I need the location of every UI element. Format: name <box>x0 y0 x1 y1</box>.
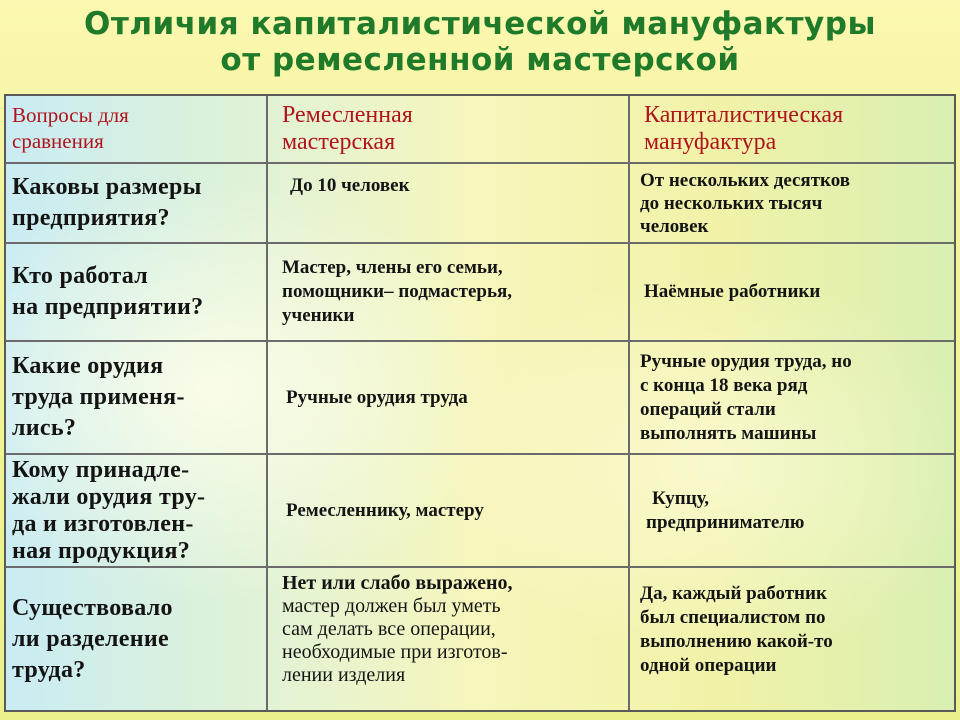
answer-line: Наёмные работники <box>644 281 821 302</box>
manufactory-size <box>630 164 954 244</box>
answer-line: Ремесленнику, мастеру <box>286 499 484 521</box>
header-manufactory-line: мануфактура <box>644 129 777 155</box>
question-line: Существовало <box>12 594 173 621</box>
manufactory-tools <box>630 342 954 455</box>
question-line: предприятия? <box>12 205 170 231</box>
answer-line: Да, каждый работник <box>640 583 827 604</box>
workshop-workers <box>268 244 630 342</box>
question-workers <box>6 244 268 342</box>
answer-line-bold: Нет или слабо выражено, <box>282 572 513 594</box>
answer-line: Купцу, <box>652 487 710 509</box>
comparison-table <box>4 94 956 712</box>
header-workshop <box>268 96 630 164</box>
answer-line: выполнению какой-то <box>640 631 833 652</box>
question-ownership <box>6 455 268 568</box>
manufactory-ownership <box>630 455 954 568</box>
workshop-division-of-labour <box>268 568 630 710</box>
answer-line: одной операции <box>640 655 777 676</box>
workshop-tools <box>268 342 630 455</box>
page-title <box>0 6 960 78</box>
workshop-ownership <box>268 455 630 568</box>
answer-line: До 10 человек <box>290 175 410 196</box>
question-line: да и изготовлен- <box>12 510 194 537</box>
question-line: Какие орудия <box>12 353 164 379</box>
answer-line: выполнять машины <box>640 422 817 444</box>
question-line: труда применя- <box>12 384 185 410</box>
answer-line: человек <box>640 215 709 237</box>
answer-line: ученики <box>282 305 355 326</box>
header-manufactory-line: Капиталистическая <box>644 102 844 128</box>
question-tools <box>6 342 268 455</box>
header-questions <box>6 96 268 164</box>
answer-line: операций стали <box>640 398 776 420</box>
question-line: лись? <box>12 415 77 441</box>
question-line: Кому принадле- <box>12 456 190 483</box>
header-workshop-line: мастерская <box>282 129 396 155</box>
question-line: на предприятии? <box>12 294 204 320</box>
answer-line: предпринимателю <box>646 511 805 533</box>
answer-line: Ручные орудия труда <box>286 386 468 408</box>
question-division-of-labour <box>6 568 268 710</box>
answer-line: с конца 18 века ряд <box>640 374 808 396</box>
answer-line: От нескольких десятков <box>640 169 851 191</box>
answer-line: мастер должен был уметь <box>282 595 501 617</box>
question-line: ная продукция? <box>12 537 191 564</box>
header-questions-line: Вопросы для <box>12 103 129 127</box>
question-size <box>6 164 268 244</box>
answer-line: сам делать все операции, <box>282 618 496 640</box>
answer-line: Ручные орудия труда, но <box>640 350 852 372</box>
header-workshop-line: Ремесленная <box>282 102 413 128</box>
question-line: Каковы размеры <box>12 174 202 200</box>
question-line: труда? <box>12 656 86 683</box>
answer-line: Мастер, члены его семьи, <box>282 257 503 278</box>
title-line-1: Отличия капиталистической мануфактуры <box>84 6 876 42</box>
header-manufactory <box>630 96 954 164</box>
manufactory-division-of-labour <box>630 568 954 710</box>
question-line: Кто работал <box>12 263 149 289</box>
title-line-2: от ремесленной мастерской <box>220 42 740 78</box>
answer-line: помощники– подмастерья, <box>282 281 513 302</box>
answer-line: необходимые при изготов- <box>282 641 508 663</box>
manufactory-workers <box>630 244 954 342</box>
header-questions-line: сравнения <box>12 129 104 153</box>
answer-line: лении изделия <box>282 664 406 686</box>
workshop-size <box>268 164 630 244</box>
question-line: ли разделение <box>12 625 169 652</box>
answer-line: до нескольких тысяч <box>640 192 823 214</box>
question-line: жали орудия тру- <box>12 483 206 510</box>
answer-line: был специалистом по <box>640 607 826 628</box>
table-grid <box>6 96 954 710</box>
